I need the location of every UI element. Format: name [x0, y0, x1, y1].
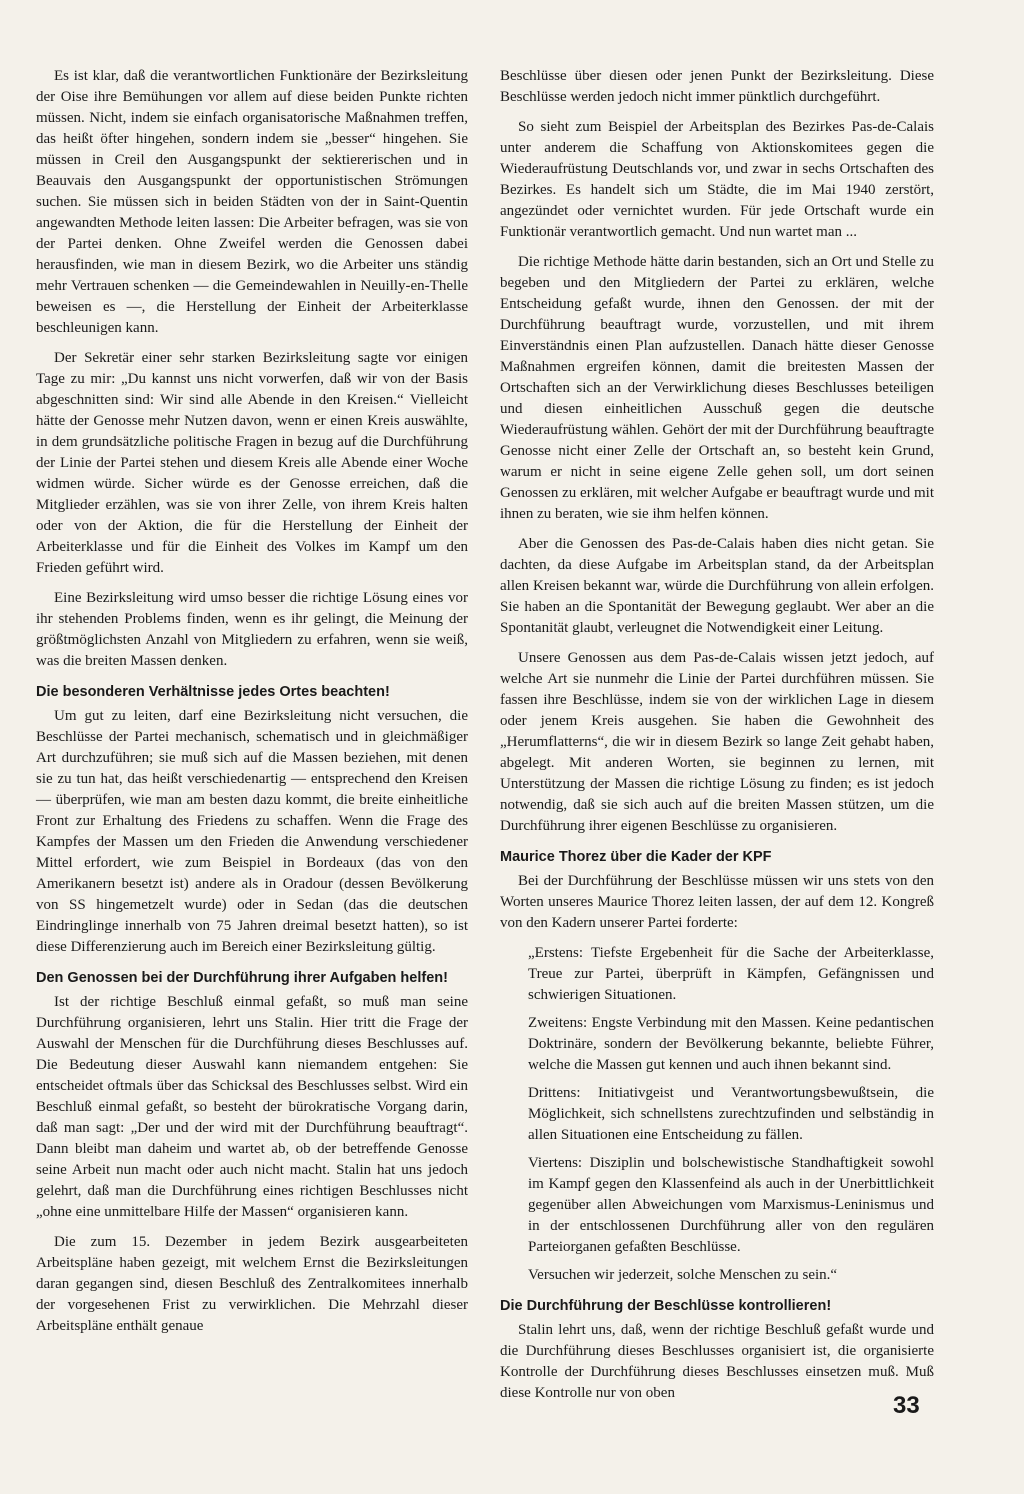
paragraph: Bei der Durchführung der Beschlüsse müssen wir uns stets von den Worten unseres Maurice Thorez leiten lassen, der auf dem 12. Kongreß von den Kadern unserer Partei forderte:	[500, 873, 934, 931]
paragraph: Ist der richtige Beschluß einmal gefaßt, so muß man seine Durchführung organisieren, lehrt uns Stalin. Hier tritt die Frage der Auswahl der Menschen für die Durchführung dieses Beschlusses auf. Die Bedeutung dieser Auswahl kann niemandem entgehen: Sie entscheidet oftmals über das Schicksal des Beschlusses selbst. Wird ein Beschluß einmal gefaßt, so besteht der bürokratische Vorgang darin, daß man sagt: „Der und der wird mit der Durchführung beauftragt“. Dann bleibt man daheim und wartet ab, ob der betreffende Genosse seine Arbeit nun macht oder auch nicht macht. Stalin hat uns jedoch gelehrt, daß man die Durchführung eines richtigen Beschlusses nicht „ohne eine unmittelbare Hilfe der Massen“ organisieren kann.	[36, 994, 468, 1220]
quote-paragraph: „Erstens: Tiefste Ergebenheit für die Sache der Arbeiterklasse, Treue zur Partei, überprüft in Kämpfen, Gefängnissen und schwierigen Situationen.	[528, 945, 934, 1003]
paragraph: So sieht zum Beispiel der Arbeitsplan des Bezirkes Pas-de-Calais unter anderem die Schaffung von Aktionskomitees gegen die Wiederaufrüstung Deutschlands vor, und zwar in sechs Ortschaften des Bezirkes. Es handelt sich um Städte, die im Mai 1940 zerstört, angezündet oder vernichtet wurden. Für jede Ortschaft wurde ein Funktionär verantwortlich gemacht. Und nun wartet man ...	[500, 119, 934, 240]
section-heading: Die Durchführung der Beschlüsse kontrollieren!	[500, 1298, 832, 1314]
right-column	[500, 66, 934, 1413]
paragraph: Unsere Genossen aus dem Pas-de-Calais wissen jetzt jedoch, auf welche Art sie nunmehr die Linie der Partei durchführen müssen. Sie fassen ihre Beschlüsse, indem sie von der wirklichen Lage in diesem oder jenem Kreis ausgehen. Sie haben die Gewohnheit des „Herumflatterns“, die wir in diesem Bezirk so lange Zeit gehabt haben, abgelegt. Mit anderen Worten, sie beginnen zu lernen, mit Unterstützung der Massen die richtige Lösung zu finden; es ist jedoch notwendig, daß sie sich auch auf die breiten Massen stützen, um die Durchführung ihrer eigenen Beschlüsse zu organisieren.	[500, 650, 934, 834]
paragraph: Aber die Genossen des Pas-de-Calais haben dies nicht getan. Sie dachten, da diese Aufgabe im Arbeitsplan stand, da der Arbeitsplan allen Kreisen bekannt war, würde die Durchführung von allein erfolgen. Sie haben an die Spontanität der Bewegung geglaubt. Wer aber an die Spontanität glaubt, verleugnet die Notwendigkeit einer Leitung.	[500, 536, 934, 636]
paragraph: Um gut zu leiten, darf eine Bezirksleitung nicht versuchen, die Beschlüsse der Partei mechanisch, schematisch und in gleichmäßiger Art durchzuführen; sie muß sich auf die Massen beziehen, mit denen sie zu tun hat, das heißt verschiedenartig — entsprechend den Kreisen — überprüfen, wie man am besten dazu kommt, die breite einheitliche Front zur Erhaltung des Friedens zu schaffen. Wenn die Frage des Kampfes der Massen um den Frieden die Anwendung verschiedener Mittel erfordert, wie zum Beispiel in Bordeaux (das von den Amerikanern besetzt ist) andere als in Oradour (dessen Bevölkerung von SS hingemetzelt wurde) oder in Sedan (das die deutschen Eindringlinge innerhalb von 75 Jahren dreimal besetzt hatten), so ist diese Differenzierung auch im Bereich einer Bezirksleitung gültig.	[36, 708, 468, 955]
quote-paragraph: Viertens: Disziplin und bolschewistische Standhaftigkeit sowohl im Kampf gegen den Klassenfeind als auch in der Unerbittlichkeit gegenüber allen Abweichungen vom Marxismus-Leninismus und in der entschlossenen Durchführung aller von den regulären Parteiorganen gefaßten Beschlüsse.	[528, 1155, 934, 1255]
left-column	[36, 66, 468, 1346]
paragraph: Die richtige Methode hätte darin bestanden, sich an Ort und Stelle zu begeben und den Mitgliedern der Partei zu erklären, welche Entscheidung gefaßt wurde, ihnen den Genossen. der mit der Durchführung beauftragt wurde, vorzustellen, und mit ihrem Einverständnis einen Plan aufzustellen. Danach hätte dieser Genosse Maßnahmen ergreifen können, damit die breitesten Massen der Ortschaften sich an der Verwirklichung dieses Beschlusses beteiligen und diesen einheitlichen Ausschuß gegen die deutsche Wiederaufrüstung wählen. Gehört der mit der Durchführung beauftragte Genosse nicht einer Zelle der Ortschaft an, so besteht kein Grund, warum er nicht in seine eigene Zelle gehen soll, um dort seinen Genossen zu erklären, mit welcher Aufgabe er beauftragt wurde und mit ihnen zu beraten, wie sie ihm helfen können.	[500, 254, 934, 522]
paragraph: Die zum 15. Dezember in jedem Bezirk ausgearbeiteten Arbeitspläne haben gezeigt, mit welchem Ernst die Bezirksleitungen daran gegangen sind, diesen Beschluß des Zentralkomitees innerhalb der vorgesehenen Frist zu verwirklichen. Die Mehrzahl dieser Arbeitspläne enthält genaue	[36, 1234, 468, 1334]
page-number: 33	[893, 1392, 920, 1419]
paragraph: Stalin lehrt uns, daß, wenn der richtige Beschluß gefaßt wurde und die Durchführung dieses Beschlusses organisiert ist, die organisierte Kontrolle der Durchführung dieses Beschlusses einsetzen muß. Muß diese Kontrolle nur von oben	[500, 1322, 934, 1401]
quote-paragraph: Zweitens: Engste Verbindung mit den Massen. Keine pedantischen Doktrinäre, sondern der Bevölkerung bekannte, beliebte Führer, welche die Massen gut kennen und auch ihnen bekannt sind.	[528, 1015, 934, 1073]
section-heading: Die besonderen Verhältnisse jedes Ortes beachten!	[36, 684, 390, 700]
quote-paragraph: Drittens: Initiativgeist und Verantwortungsbewußtsein, die Möglichkeit, sich schnellstens zurechtzufinden und selbständig in allen Situationen eine Entscheidung zu fällen.	[528, 1085, 934, 1143]
paragraph: Eine Bezirksleitung wird umso besser die richtige Lösung eines vor ihr stehenden Problems finden, wenn es ihr gelingt, die Meinung der größtmöglichsten Anzahl von Mitgliedern zu erfahren, wenn sie weiß, was die breiten Massen denken.	[36, 590, 468, 669]
paragraph: Beschlüsse über diesen oder jenen Punkt der Bezirksleitung. Diese Beschlüsse werden jedoch nicht immer pünktlich durchgeführt.	[500, 68, 934, 105]
paragraph: Es ist klar, daß die verantwortlichen Funktionäre der Bezirksleitung der Oise ihre Bemühungen vor allem auf diese beiden Punkte richten müssen. Nicht, indem sie einfach organisatorische Maßnahmen treffen, das heißt öfter hingehen, sondern indem sie „besser“ hingehen. Sie müssen in Creil den Ausgangspunkt der sektiererischen und in Beauvais den Ausgangspunkt der opportunistischen Strömungen suchen. Sie müssen sich in beiden Städten von der in Saint-Quentin angewandten Methode leiten lassen: Die Arbeiter befragen, was sie von der Partei denken. Ohne Zweifel werden die Genossen dabei herausfinden, wie man in diesem Bezirk, wo die Arbeiter uns ständig mehr Vertrauen schenken — die Gemeindewahlen in Neuilly-en-Thelle beweisen es —, die Herstellung der Einheit der Arbeiterklasse beschleunigen kann.	[36, 68, 468, 336]
section-heading: Den Genossen bei der Durchführung ihrer Aufgaben helfen!	[36, 970, 448, 986]
blockquote	[500, 943, 934, 1286]
paragraph: Der Sekretär einer sehr starken Bezirksleitung sagte vor einigen Tage zu mir: „Du kannst uns nicht vorwerfen, daß wir von der Basis abgeschnitten sind: Wir sind alle Abende in den Kreisen.“ Vielleicht hätte der Genosse mehr Nutzen davon, wenn er einen Kreis auswählte, in dem grundsätzliche politische Fragen in bezug auf die Durchführung der Linie der Partei stehen und diesem Kreis alle Abende einer Woche widmen würde. Sicher würde es der Genosse erreichen, daß die Mitglieder erzählen, was sie von ihrer Zelle, von ihrem Kreis halten oder von der Aktion, die für die Herstellung der Einheit der Arbeiterklasse und für die Einheit des Volkes im Kampf um den Frieden geführt wird.	[36, 350, 468, 576]
section-heading: Maurice Thorez über die Kader der KPF	[500, 849, 772, 865]
quote-paragraph: Versuchen wir jederzeit, solche Menschen zu sein.“	[528, 1267, 838, 1283]
